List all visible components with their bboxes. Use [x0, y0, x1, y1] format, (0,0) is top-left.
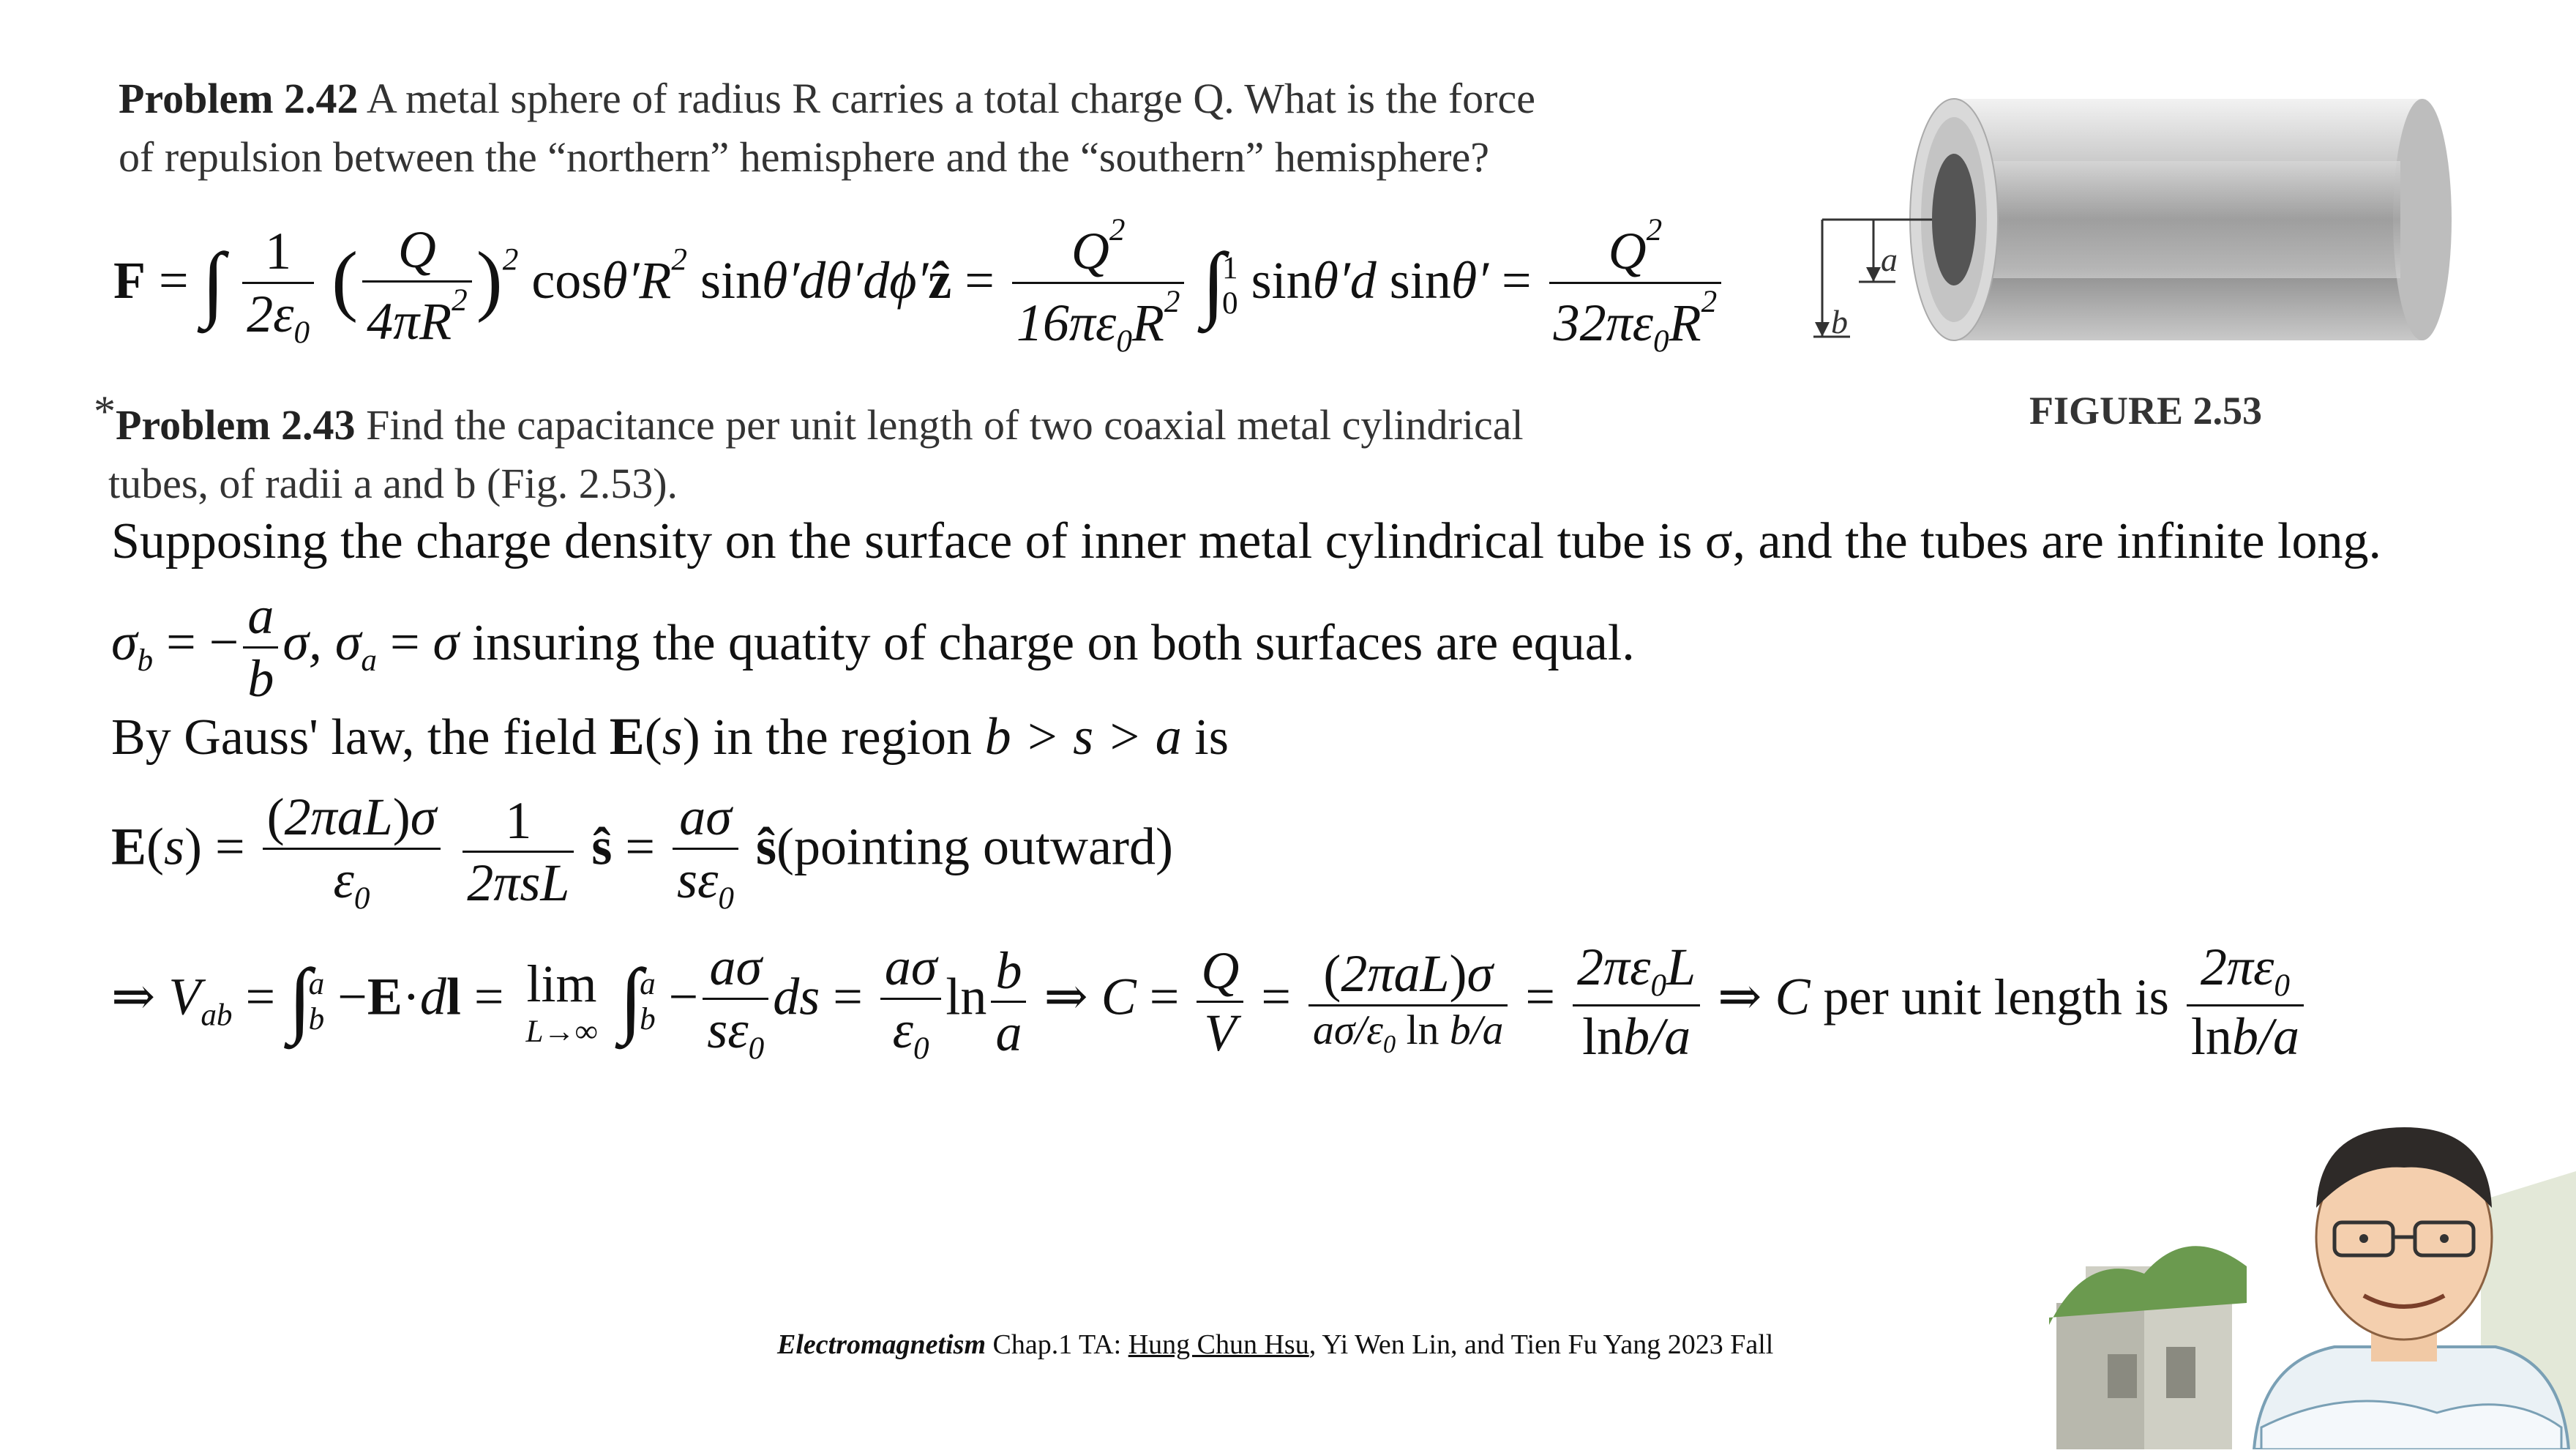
figure-coaxial-tubes — [1808, 88, 2510, 366]
potential-capacitance-equation: ⇒ $V_{ab} = \int a$ b −E·dl = lim L→∞ ∫a b − $\frac{a\sigma}{s\varepsilon_0}$ ds = $\frac{a\sigma}{\varepsilon_0}$ ln $\frac{b}{a}$ ⇒ C = $\frac{Q}{V}$ = $\frac{\text{(2πaL)σ}}{a\sigma/\varepsilon_0 \ln b/a}$ = $\frac{2\pi\varepsilon_0L}{\ln b/a}$ ⇒ C per unit length is $\frac{2\pi\varepsilon_0}{\ln b/a}$ — [111, 937, 2308, 1067]
footer — [777, 1329, 1773, 1361]
caricature-drawing — [2042, 1083, 2576, 1449]
gauss-pre: By Gauss' law, the field — [111, 709, 597, 766]
pointing-text: pointing outward — [794, 817, 1156, 876]
solution-gauss-line: By Gauss' law, the field E(s) in the region b > s > a is — [111, 707, 1229, 766]
footer-rest: , Yi Wen Lin, and Tien Fu Yang 2023 Fall — [1308, 1329, 1774, 1360]
problem-2-43 — [94, 387, 1524, 513]
solution-line2-text: insuring the quatity of charge on both surfaces are equal. — [472, 614, 1635, 671]
problem-2-42-line1: A metal sphere of radius R carries a total charge Q. What is the force — [366, 75, 1535, 122]
problem-2-43-title: Problem 2.43 — [116, 401, 356, 449]
label-a: a — [1881, 241, 1898, 278]
gauss-post: is — [1194, 709, 1229, 766]
field-equation: E(s) = $\frac{\text{(2πaL)σ}}{\varepsilon_0}$ $\frac{1}{\text{2πsL}}$ ŝ = $\frac{a\sigma}{s\varepsilon_0}$ ŝ(pointing outward) — [111, 788, 1173, 916]
problem-2-43-line1: Find the capacitance per unit length of two coaxial metal cylindrical — [366, 401, 1524, 449]
footer-chap: Chap.1 TA: — [992, 1329, 1122, 1360]
figure-caption: FIGURE 2.53 — [2029, 389, 2263, 433]
footer-course: Electromagnetism — [777, 1329, 986, 1360]
star-mark: * — [94, 387, 116, 436]
solution-sigma-line: $\sigma_b$ = − $\frac{a}{b}$ σ, $\sigma_a = \sigma$ insuring the quatity of charge on both surfaces are equal. — [111, 586, 1635, 708]
ta-caricature-illustration — [2042, 1083, 2576, 1449]
coaxial-cylinder-drawing — [1808, 88, 2510, 366]
gauss-mid: in the region — [713, 709, 973, 766]
solution-line1: Supposing the charge density on the surface of inner metal cylindrical tube is σ, and the tubes are infinite long. — [111, 513, 2381, 569]
problem-2-43-line2: tubes, of radii a and b (Fig. 2.53). — [108, 460, 678, 507]
force-equation: F = ∫ $\frac{1}{2\varepsilon_0}$ ( $\frac{Q}{4\pi R^2}$ )$^2$ $\cos\theta'R^2$ sinθ′dθ′dϕ′ẑ = $\frac{Q^2}{16\pi\varepsilon_0R^2}$ ∫1 0 sinθ′d sinθ′ = $\frac{Q^2}{32\pi\varepsilon_0R^2}$ — [113, 212, 1726, 359]
per-unit-text: per unit length is — [1823, 969, 2169, 1026]
footer-ta1: Hung Chun Hsu — [1128, 1329, 1309, 1360]
problem-2-42-title: Problem 2.42 — [119, 75, 359, 122]
problem-2-42 — [119, 70, 1535, 187]
problem-2-42-line2: of repulsion between the “northern” hemisphere and the “southern” hemisphere? — [119, 133, 1489, 181]
label-b: b — [1831, 303, 1848, 340]
